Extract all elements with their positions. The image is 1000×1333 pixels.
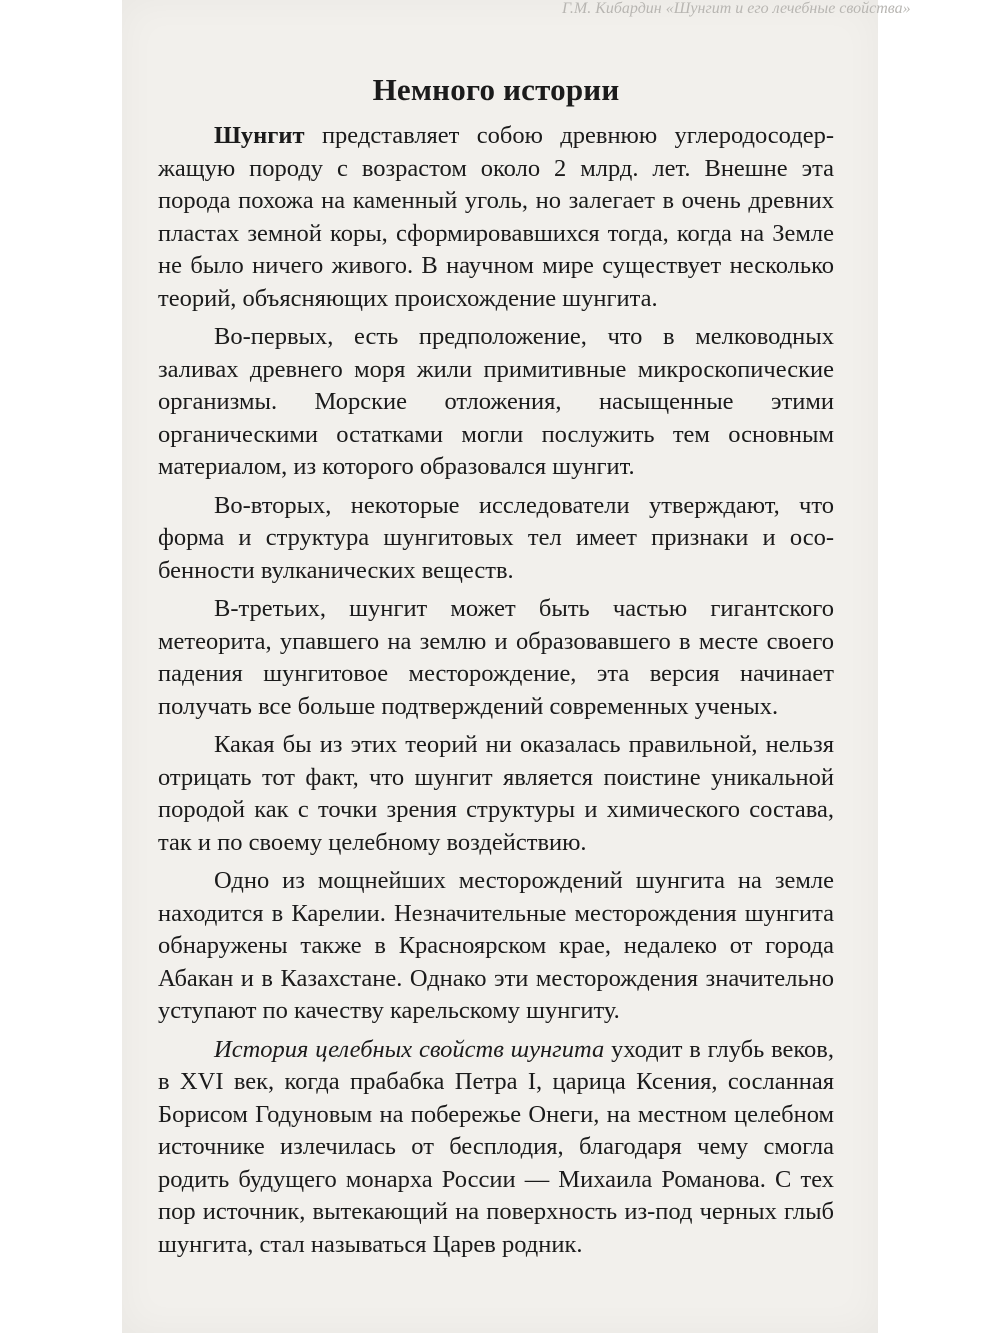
book-page xyxy=(122,0,911,1333)
running-head: Г.М. Кибардин «Шунгит и его лечебные свойства» xyxy=(562,0,911,17)
paragraph-6: Одно из мощнейших месторождений шунгита на земле находится в Карелии. Незначительные месторождения шунгита обнаружены также в Красноярском крае, недалеко от города Абакан и в Казахстане. Однако эти месторождения значительно уступают по качеству карельскому шунгиту. xyxy=(158,867,834,1024)
paragraph-4: В-третьих, шунгит может быть частью гигантского метеорита, упавшего на землю и образовавшего в месте своего падения шунгитовое месторождение, эта версия начинает получать все больше подтверждений современных ученых. xyxy=(158,595,834,720)
paragraph-7 xyxy=(158,1034,834,1262)
paragraph-1 xyxy=(158,120,834,315)
paragraph-2: Во-первых, есть предположение, что в мелководных заливах древнего моря жили примитивные микроскопические организмы. Морские отложения, насыщенные этими органическими остатками могли послужить тем основным материалом, из которого образовался шунгит. xyxy=(158,323,834,480)
italic-lead: История целебных свойств шунгита xyxy=(214,1035,605,1063)
page-content xyxy=(158,70,834,1267)
paragraph-7-text: уходит в глубь веков, в XVI век, когда прабабка Петра I, царица Ксения, сосланная Борисом Годуновым на побережье Онеги, на местном целебном источнике излечилась от бесплодия, благодаря чему смогла родить будущего монарха России — Михаила Романова. С тех пор источник, вытекающий на поверхность из-под черных глыб шунгита, стал называться Царев родник. xyxy=(158,1035,834,1258)
paragraph-5: Какая бы из этих теорий ни оказалась правильной, нельзя отрицать тот факт, что шунгит является поистине уникальной породой как с точки зрения структуры и химического состава, так и по своему целебному воздействию. xyxy=(158,731,834,856)
chapter-title: Немного истории xyxy=(372,72,620,107)
term-shungite: Шунгит xyxy=(214,122,305,149)
paragraph-1-text: представляет собою древнюю углеродосодержащую породу с возрастом около 2 млрд. лет. Внешне эта порода похожа на каменный уголь, но залегает в очень древних пластах земной коры, сформировавшихся тогда, когда на Земле не было ничего живого. В научном мире существует несколько теорий, объясняющих происхождение шунгита. xyxy=(158,122,834,312)
paragraph-3: Во-вторых, некоторые исследователи утверждают, что форма и структура шунгитовых тел имеет признаки и особенности вулканических веществ. xyxy=(158,491,834,584)
